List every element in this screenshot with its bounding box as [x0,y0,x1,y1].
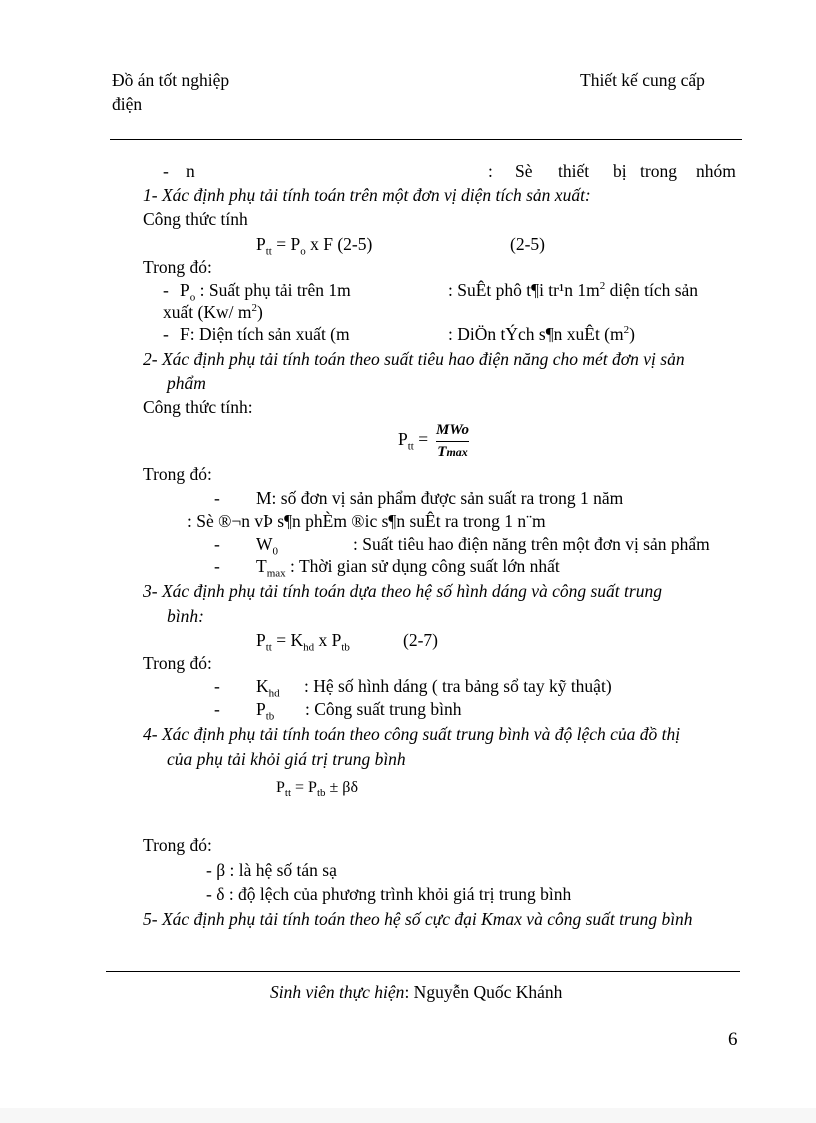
footer-author [270,984,562,1002]
s3-bullet-2: : Công suất trung bình [305,699,462,719]
page-number: 6 [728,1029,738,1050]
section-5-title: 5- Xác định phụ tải tính toán theo hệ số cực đại Kmax và công suất trung bình [143,909,693,929]
s1-formula-label: Công thức tính [143,209,248,229]
s1-bullet-2-dash: - [163,324,169,344]
s2-bullet-1: M: số đơn vị sản phẩm được sản suất ra trong 1 năm [256,488,624,508]
s1-bullet-1-continued: xuất (Kw/ $m^2$) [163,302,263,322]
section-3-title-line-2: bình: [167,606,204,626]
section-4-title-line-1: 4- Xác định phụ tải tính toán theo công suất trung bình và độ lệch của đồ thị [143,724,681,744]
s2-bullet-1-dash: - [214,488,220,508]
header-left-continued: điện [112,94,143,114]
s4-bullet-1: - β : là hệ số tán sạ [206,860,337,880]
s3-bullet-1-symbol: $K_{hd}$ [256,676,280,700]
s1-where: Trong đó: [143,257,212,277]
s2-formula-label: Công thức tính: [143,397,253,417]
l1-word-2: thiết [558,161,590,181]
l1-n: n [186,161,195,181]
s2-bullet-3: $T_{max}$ : Thời gian sử dụng công suất lớn nhất [256,556,560,580]
footer-divider [106,971,740,972]
header-divider [110,139,742,140]
s3-bullet-1: : Hệ số hình dáng ( tra bảng sổ tay kỹ thuật) [304,676,612,696]
s1-bullet-1-alt: : SuÊt phô t¶i tr¹n $1m^2$ diện tích sản [448,280,699,300]
s1-formula: $P_{tt} = P_o$ x F (2-5) [256,234,373,258]
s1-bullet-2-alt: : DiÖn tÝch s¶n xuÊt $(m^2)$ [448,324,635,344]
section-2-title-line-1: 2- Xác định phụ tải tính toán theo suất tiêu hao điện năng cho mét đơn vị sản [143,349,685,369]
s3-bullet-2-symbol: $P_{tb}$ [256,699,275,723]
l1-word-5: nhóm [696,161,736,181]
l1-word-3: bị [613,161,627,181]
footer-author-name: : Nguyễn Quốc Khánh [404,982,563,1002]
section-3-title-line-1: 3- Xác định phụ tải tính toán dựa theo hệ số hình dáng và công suất trung [143,581,662,601]
s3-equation-number: (2-7) [403,630,438,650]
s2-bullet-3-dash: - [214,556,220,576]
l1-word-4: trong [640,161,677,181]
section-2-title-line-2: phẩm [167,373,206,393]
s1-bullet-2: F: Diện tích sản xuất (m [180,324,350,344]
footer-author-label: Sinh viên thực hiện [270,982,405,1002]
s2-bullet-2: : Suất tiêu hao điện năng trên một đơn vị sản phẩm [353,534,710,554]
s1-equation-number: (2-5) [510,234,545,254]
s4-bullet-2: - δ : độ lệch của phương trình khỏi giá trị trung bình [206,884,572,904]
s2-formula-lhs: $P_{tt}$ = [398,429,429,453]
l1-dash: - [163,161,169,181]
s3-bullet-1-dash: - [214,676,220,696]
page-bottom-strip [0,1108,816,1123]
section-1-title: 1- Xác định phụ tải tính toán trên một đơn vị diện tích sản xuất: [143,185,591,205]
header-left-title: Đồ án tốt nghiệp [112,70,230,90]
s3-where: Trong đó: [143,653,212,673]
s2-bullet-2-dash: - [214,534,220,554]
s3-bullet-2-dash: - [214,699,220,719]
s1-bullet-1-dash: - [163,280,169,300]
s2-fraction [436,423,469,460]
s2-bullet-1-alt: : Sè ®¬n vÞ s¶n phÈm ®ic s¶n suÊt ra trong 1 n¨m [187,511,546,531]
s2-bullet-2-symbol: $W_0$ [256,534,279,558]
s4-where: Trong đó: [143,835,212,855]
section-4-title-line-2: của phụ tải khỏi giá trị trung bình [167,749,406,769]
l1-word-1: Sè [515,161,533,181]
s3-formula: $P_{tt} = K_{hd}$ x $P_{tb}$ [256,630,350,654]
s4-formula: $P_{tt} = P_{tb} \pm \beta\delta$ [276,779,358,800]
header-right-title: Thiết kế cung cấp [580,70,705,90]
s2-where: Trong đó: [143,464,212,484]
s2-numerator: MWo [436,422,470,438]
s1-bullet-1: $P_o$ : Suất phụ tải trên 1m [180,280,351,304]
s2-denominator: Tmax [436,441,469,460]
l1-colon: : [488,161,493,181]
